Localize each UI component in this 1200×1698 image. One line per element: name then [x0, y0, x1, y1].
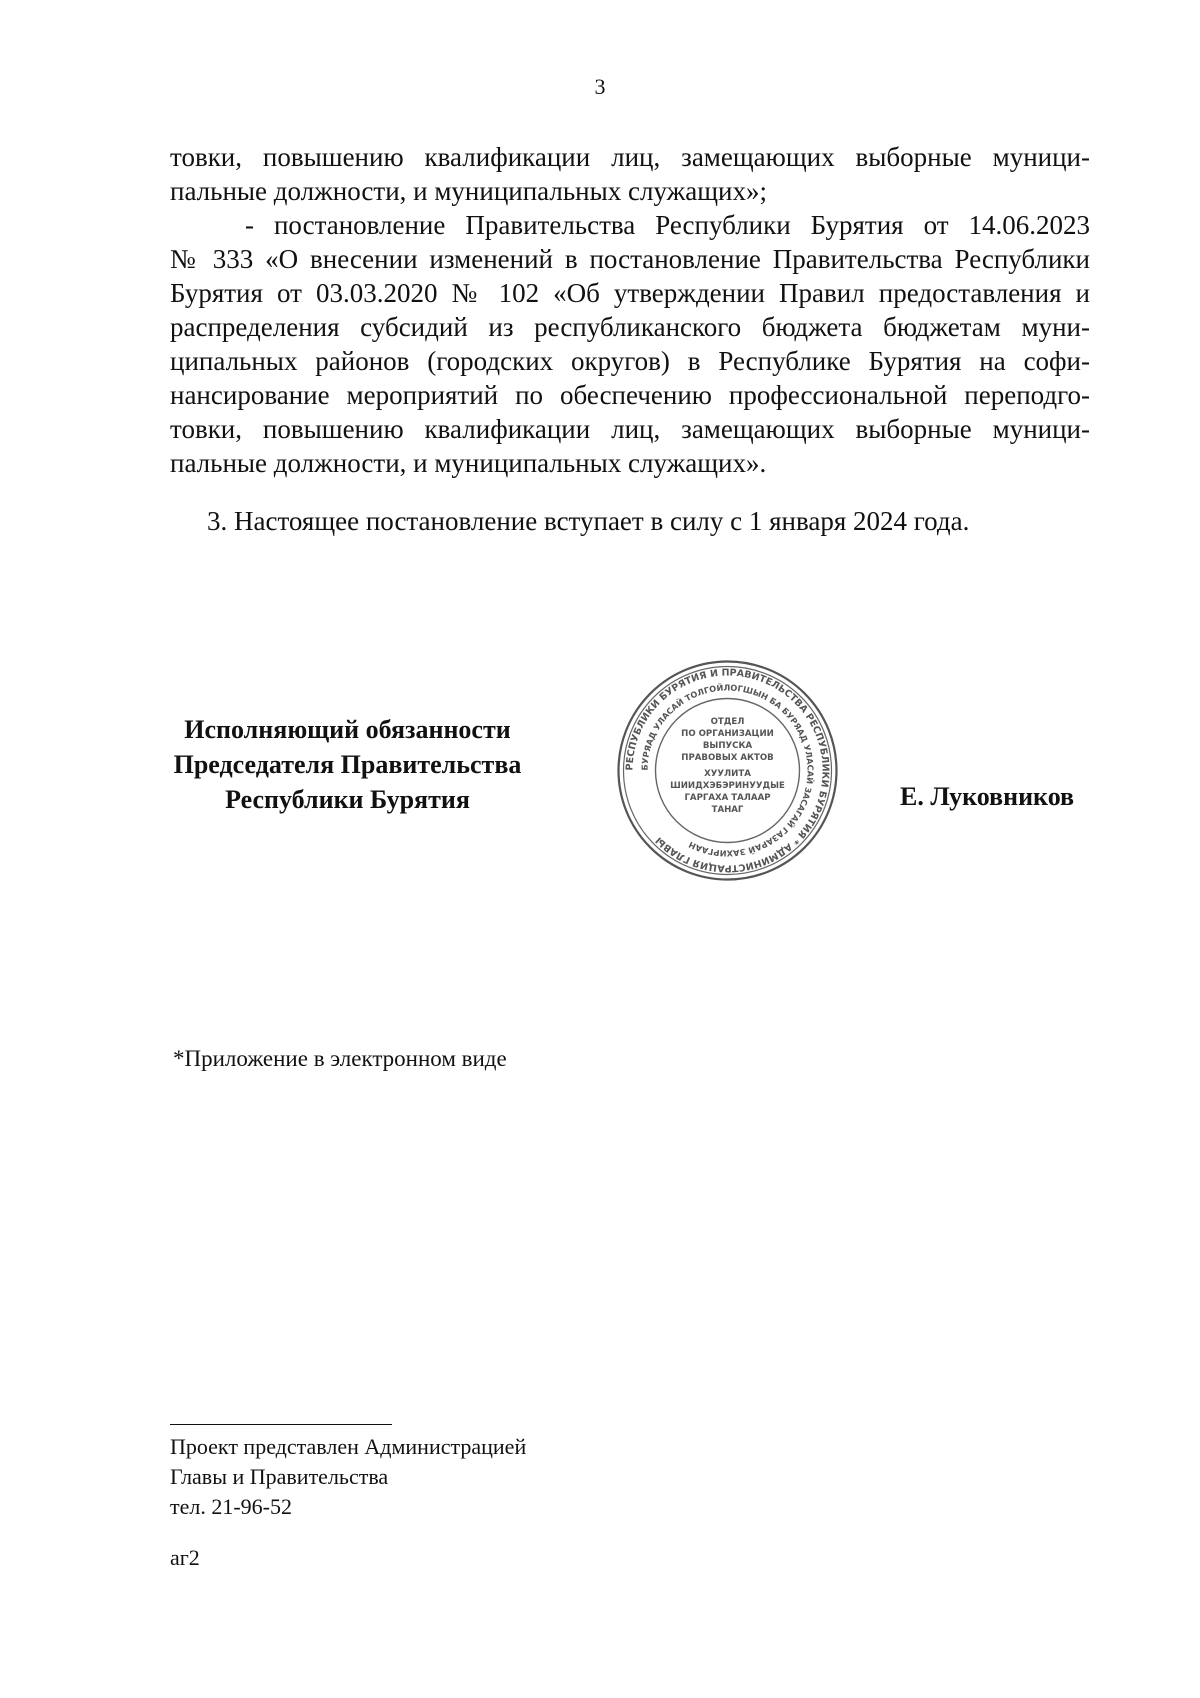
body-line: товки, повышению квалификации лиц, замещающих выборные муници-	[170, 414, 1090, 444]
clause-3: 3. Настоящее постановление вступает в силу с 1 января 2024 года.	[207, 506, 970, 536]
signatory-position	[150, 712, 545, 817]
body-line: нансирование мероприятий по обеспечению профессиональной переподго-	[170, 380, 1090, 410]
document-code: аг2	[170, 1545, 200, 1570]
stamp-center-line: ПРАВОВЫХ АКТОВ	[681, 753, 774, 763]
body-line: распределения субсидий из республиканского бюджета бюджетам муни-	[170, 312, 1090, 342]
signatory-position-line: Исполняющий обязанности	[184, 715, 511, 744]
stamp-inner-text: БУРЯАД УЛАСАЙ ТОЛГОЙЛОГШЫН БА БУРЯАД УЛАСАЙ ЗАСАГАЙ ГАЗАРАЙ ЗАХИРГААН	[639, 682, 816, 859]
body-text	[170, 140, 1090, 480]
body-line: товки, повышению квалификации лиц, замещающих выборные муници-	[170, 142, 1090, 172]
footnote-line: Главы и Правительства	[170, 1464, 389, 1489]
stamp-center-line: ТАНАГ	[711, 805, 744, 815]
body-line: пальные должности, и муниципальных служащих»;	[170, 176, 768, 206]
stamp-center-line: ВЫПУСКА	[702, 741, 753, 751]
stamp-center-line: ПО ОРГАНИЗАЦИИ	[681, 729, 774, 739]
appendix-note: *Приложение в электронном виде	[173, 1046, 507, 1071]
footnote-line: Проект представлен Администрацией	[170, 1434, 527, 1459]
stamp-center-line: ХУУЛИТА	[704, 769, 751, 779]
body-line: ципальных районов (городских округов) в Республике Бурятия на софи-	[170, 346, 1090, 376]
footnote-line: тел. 21-96-52	[170, 1494, 293, 1519]
footnote	[170, 1432, 526, 1522]
stamp-center-line: ОТДЕЛ	[710, 717, 745, 727]
stamp-outer-text: РЕСПУБЛИКИ БУРЯТИЯ И ПРАВИТЕЛЬСТВА РЕСПУБЛИКИ БУРЯТИЯ * АДМИНИСТРАЦИЯ ГЛАВЫ	[624, 667, 831, 874]
stamp-center-line: ШИИДХЭБЭРИНУУДЫЕ	[670, 781, 785, 791]
body-line: - постановление Правительства Республики Бурятия от 14.06.2023	[245, 210, 1090, 240]
page-number: 3	[594, 74, 606, 99]
stamp-center-line: ГАРГАХА ТАЛААР	[684, 793, 771, 803]
body-line: пальные должности, и муниципальных служащих».	[170, 448, 767, 478]
signatory-position-line: Председателя Правительства	[173, 750, 522, 779]
signatory-name: Е. Луковников	[900, 782, 1075, 811]
official-stamp	[615, 658, 840, 883]
footnote-divider	[170, 1424, 392, 1425]
body-line: № 333 «О внесении изменений в постановление Правительства Республики	[170, 244, 1090, 274]
signatory-position-line: Республики Бурятия	[225, 785, 470, 814]
body-line: Бурятия от 03.03.2020 № 102 «Об утверждении Правил предоставления и	[170, 278, 1090, 308]
